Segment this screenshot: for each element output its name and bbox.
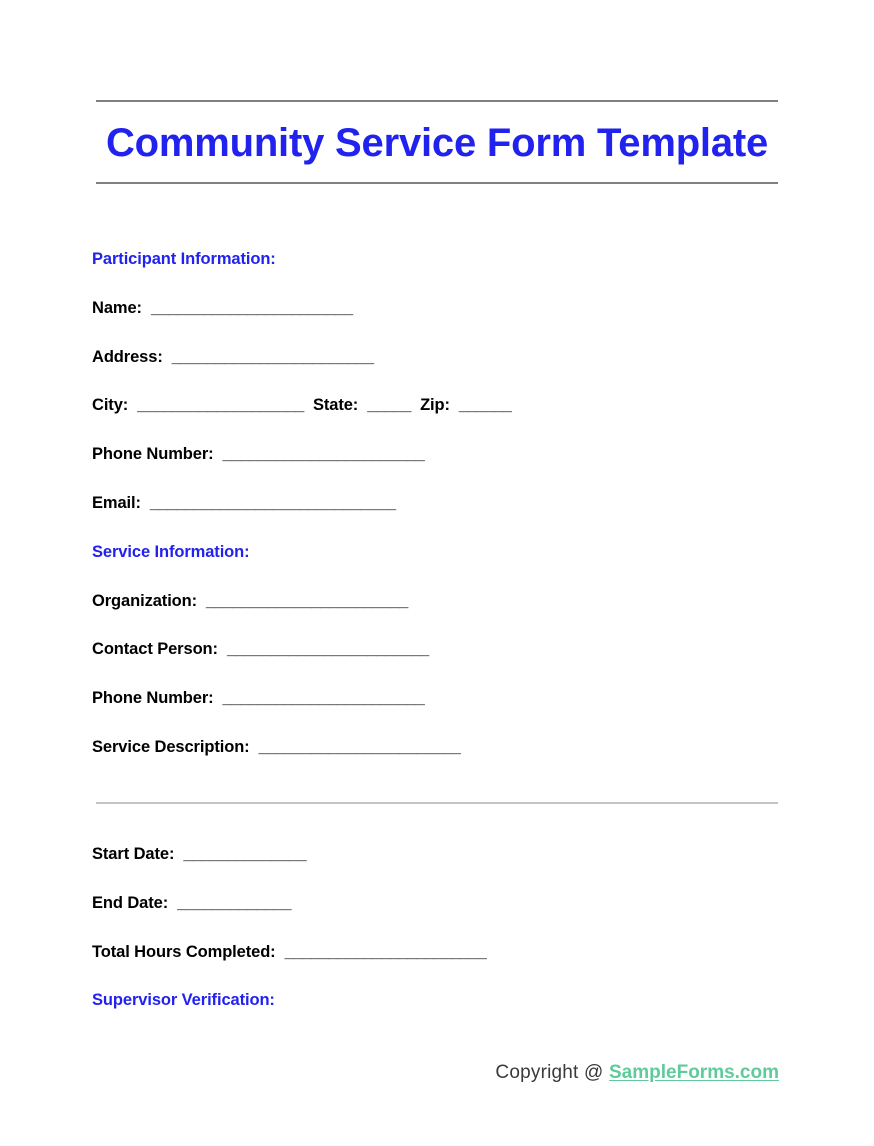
field-blank-phone-number-service[interactable]: _______________________ bbox=[222, 689, 425, 708]
field-label-address: Address: bbox=[92, 347, 163, 366]
field-blank-total-hours-completed[interactable]: _______________________ bbox=[284, 942, 487, 961]
field-row-city-state-zip bbox=[92, 396, 792, 416]
field-label-phone-number-participant: Phone Number: bbox=[92, 445, 214, 464]
field-row-name bbox=[92, 299, 792, 319]
field-label-end-date: End Date: bbox=[92, 893, 169, 912]
title-block bbox=[96, 100, 778, 184]
field-row-total-hours-completed bbox=[92, 943, 792, 963]
divider-rule bbox=[96, 802, 778, 804]
field-label-zip: Zip: bbox=[420, 396, 450, 415]
field-label-organization: Organization: bbox=[92, 591, 198, 610]
field-blank-organization[interactable]: _______________________ bbox=[206, 591, 408, 610]
field-row-address bbox=[92, 348, 792, 368]
field-row-end-date bbox=[92, 894, 792, 914]
field-label-city: City: bbox=[92, 396, 129, 415]
field-label-start-date: Start Date: bbox=[92, 845, 175, 863]
field-row-start-date bbox=[92, 845, 792, 865]
field-label-service-description: Service Description: bbox=[92, 737, 250, 756]
field-blank-contact-person[interactable]: _______________________ bbox=[226, 640, 429, 659]
field-label-contact-person: Contact Person: bbox=[92, 640, 218, 659]
field-blank-end-date[interactable]: _____________ bbox=[177, 893, 292, 912]
field-label-phone-number-service: Phone Number: bbox=[92, 689, 214, 708]
field-row-phone-number-participant bbox=[92, 445, 792, 465]
section-divider bbox=[96, 802, 778, 804]
field-blank-name[interactable]: _______________________ bbox=[150, 298, 353, 317]
field-label-total-hours-completed: Total Hours Completed: bbox=[92, 942, 276, 961]
field-label-name: Name: bbox=[92, 298, 142, 317]
field-blank-start-date[interactable]: ______________ bbox=[183, 845, 307, 863]
field-blank-city[interactable]: ___________________ bbox=[137, 396, 304, 415]
form-body-upper bbox=[92, 250, 792, 758]
footer bbox=[0, 1062, 874, 1084]
field-blank-zip[interactable]: ______ bbox=[458, 396, 512, 415]
page-title: Community Service Form Template bbox=[105, 121, 769, 165]
field-blank-service-description[interactable]: _______________________ bbox=[258, 737, 461, 756]
field-row-organization bbox=[92, 592, 792, 612]
field-row-service-description bbox=[92, 738, 792, 758]
field-row-email bbox=[92, 494, 792, 514]
copyright-text: Copyright @ bbox=[495, 1062, 604, 1083]
section-heading-service-information: Service Information: bbox=[92, 542, 250, 561]
field-blank-email[interactable]: ____________________________ bbox=[149, 493, 396, 512]
field-row-phone-number-service bbox=[92, 689, 792, 709]
form-body-lower bbox=[92, 845, 792, 1040]
field-blank-address[interactable]: _______________________ bbox=[171, 347, 374, 366]
title-rule-bottom bbox=[96, 182, 778, 184]
field-blank-state[interactable]: _____ bbox=[367, 396, 412, 415]
section-heading-participant-information: Participant Information: bbox=[92, 250, 276, 268]
brand-link-sampleforms[interactable]: SampleForms.com bbox=[609, 1062, 779, 1083]
field-row-contact-person bbox=[92, 640, 792, 660]
field-blank-phone-number-participant[interactable]: _______________________ bbox=[222, 445, 425, 464]
field-label-email: Email: bbox=[92, 493, 141, 512]
section-heading-supervisor-verification: Supervisor Verification: bbox=[92, 991, 275, 1010]
field-label-state: State: bbox=[312, 396, 359, 415]
